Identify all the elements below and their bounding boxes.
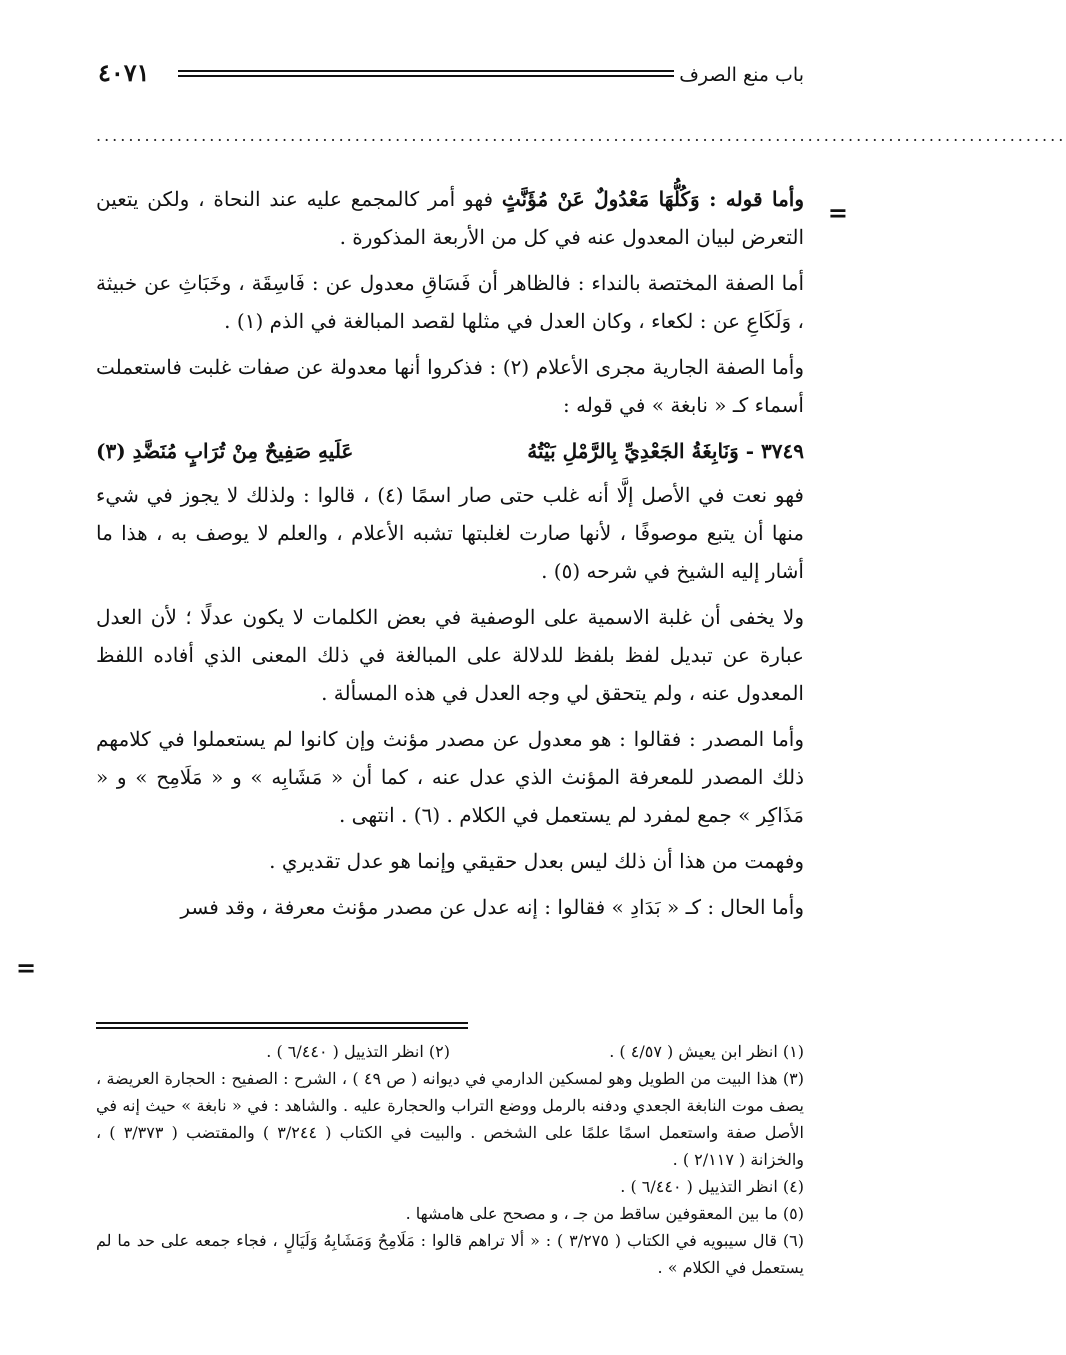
paragraph-6: وأما المصدر : فقالوا : هو معدول عن مصدر مؤنث وإن كانوا لم يستعملوا في كلامهم ذلك المصدر للمعرفة المؤنث الذي عدل عنه ، كما أن « مَشَابِه » و « مَلَامِح » و « مَذَاكِر » جمع لمفرد لم يستعمل في الكلام . (٦) . انتهى . <box>96 727 804 827</box>
paragraph-3: وأما الصفة الجارية مجرى الأعلام (٢) : فذكروا أنها معدولة عن صفات غلبت فاستعملت أسماء كـ « نابغة » في قوله : <box>96 355 804 417</box>
paragraph-7: وفهمت من هذا أن ذلك ليس بعدل حقيقي وإنما هو عدل تقديري . <box>269 849 804 873</box>
paragraph-8: وأما الحال : كـ « بَدَادِ » فقالوا : إنه عدل عن مصدر مؤنث معرفة ، وقد فسر <box>180 895 804 919</box>
continuation-mark-right: = <box>827 198 848 227</box>
poem-line <box>96 432 804 470</box>
footnote-1: (١) انظر ابن يعيش ( ٤/٥٧ ) . <box>609 1042 804 1061</box>
paragraph-5: ولا يخفى أن غلبة الاسمية على الوصفية في بعض الكلمات لا يكون عدلًا ؛ لأن العدل عبارة عن تبديل لفظ بلفظ للدلالة على المبالغة في ذلك المعنى الذي أفاده اللفظ المعدول عنه ، ولم يتحقق لي وجه العدل في هذه المسألة . <box>96 605 804 705</box>
chapter-title: باب منع الصرف <box>679 64 804 86</box>
poem-second-hemistich: عَلَيهِ صَفِيحٌ مِنْ تُرَابٍ مُنَضَّدِ (٣) <box>96 439 354 463</box>
running-header <box>98 58 804 90</box>
footnote-6: (٦) قال سيبويه في الكتاب ( ٣/٢٧٥ ) : « ألا تراهم قالوا : مَلَامِحُ وَمَشَابِهُ وَلَيَالٍ ، فجاء جمعه على حد ما لم يستعمل في الكلام » . <box>96 1231 804 1277</box>
footnote-3: (٣) هذا البيت من الطويل وهو لمسكين الدارمي في ديوانه ( ص ٤٩ ) ، الشرح : الصفيح : الحجارة العريضة ، يصف موت النابغة الجعدي ودفنه بالرمل ووضع التراب والحجارة عليه . والشاهد : في « نابغة » حيث إنه في الأصل صفة واستعمل اسمًا علمًا على الشخص . والبيت في الكتاب ( ٣/٢٤٤ ) والمقتضب ( ٣/٣٧٣ ) ، والخزانة ( ٢/١١٧ ) . <box>96 1069 805 1169</box>
footnote-2: (٢) انظر التذييل ( ٦/٤٤٠ ) . <box>266 1042 450 1061</box>
paragraph-1 <box>96 180 804 256</box>
dotted-separator: ........................................................................................................................ <box>96 126 1066 145</box>
paragraph-4: فهو نعت في الأصل إلَّا أنه غلب حتى صار اسمًا (٤) ، قالوا : ولذلك لا يجوز في شيء منها أن يتبع موصوفًا ، لأنها صارت لغلبتها تشبه الأعلام ، والعلم لا يوصف به ، هذا ما أشار إليه الشيخ في شرحه (٥) . <box>96 483 804 583</box>
footnote-row-1 <box>96 1038 804 1065</box>
footnote-5: (٥) ما بين المعقوفين ساقط من جـ ، و مصحح على هامشها . <box>405 1204 804 1223</box>
header-double-rule <box>178 70 674 77</box>
paragraph-2: أما الصفة المختصة بالنداء : فالظاهر أن فَسَاقِ معدول عن : فَاسِقَة ، وخَبَاثِ عن خبيثة ، وَلَكَاعِ عن : لكعاء ، وكان العدل في مثلها لقصد المبالغة في الذم (١) . <box>96 271 804 333</box>
main-text <box>96 180 804 1010</box>
footnote-separator <box>96 1022 468 1029</box>
quoted-verse-lead: وأما قوله : وَكُلُّهَا مَعْدُولٌ عَنْ مُؤَنَّثٍ <box>501 187 804 211</box>
poem-first-hemistich <box>527 432 804 470</box>
poem-right-text: وَنَابِغَةُ الجَعْدِيِّ بِالرَّمْلِ بَيْتُهُ <box>527 439 739 463</box>
continuation-mark-left: = <box>16 953 37 982</box>
paragraph-1-body: فهو أمر كالمجمع عليه عند النحاة ، ولكن يتعين التعرض لبيان المعدول عنه في كل من الأربعة المذكورة . <box>96 187 804 249</box>
footnote-4: (٤) انظر التذييل ( ٦/٤٤٠ ) . <box>620 1177 804 1196</box>
footnotes <box>96 1038 804 1281</box>
poem-number: ٣٧٤٩ - <box>745 439 804 463</box>
page-number: ٤٠٧١ <box>98 58 150 87</box>
